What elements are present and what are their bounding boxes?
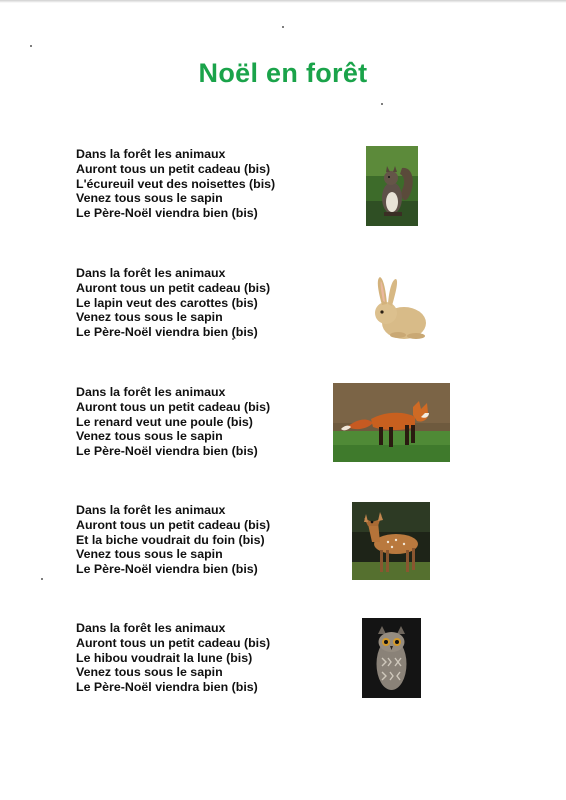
stanza-1 (76, 147, 275, 221)
stanza-5 (76, 621, 270, 695)
verse-line: L'écureuil veut des noisettes (bis) (76, 176, 276, 191)
owl-icon (362, 618, 421, 698)
stanza-3 (76, 385, 270, 459)
verse-line: Le renard veut une poule (bis) (76, 414, 253, 429)
deer-icon (352, 502, 430, 580)
stanza-4 (76, 503, 270, 577)
verse-line: Le Père-Noël viendra bien (bis) (76, 444, 258, 459)
verse-line: Le Père-Noël viendra bien (bis) (76, 206, 258, 221)
verse-line: Le Père-Noël viendra bien (bis) (76, 680, 258, 695)
scan-speck (282, 26, 284, 28)
verse-line: Auront tous un petit cadeau (bis) (76, 635, 271, 650)
verse-line: Auront tous un petit cadeau (bis) (76, 399, 271, 414)
verse-line: Le hibou voudrait la lune (bis) (76, 650, 253, 665)
verse-line: Dans la forêt les animaux (76, 621, 226, 635)
verse-line: Venez tous sous le sapin (76, 665, 223, 680)
scan-speck (30, 45, 32, 47)
verse-line: Venez tous sous le sapin (76, 547, 223, 562)
squirrel-icon (366, 146, 418, 226)
verse-line: Dans la forêt les animaux (76, 503, 226, 517)
verse-line: Auront tous un petit cadeau (bis) (76, 517, 271, 532)
verse-line: Auront tous un petit cadeau (bis) (76, 161, 271, 176)
stanza-2 (76, 266, 270, 340)
verse-line: Venez tous sous le sapin (76, 429, 223, 444)
verse-line: Dans la forêt les animaux (76, 266, 226, 280)
page-title: Noël en forêt (198, 58, 368, 88)
verse-line: Venez tous sous le sapin (76, 310, 223, 325)
fox-icon (333, 383, 450, 462)
scan-speck (381, 103, 383, 105)
verse-line: Le lapin veut des carottes (bis) (76, 295, 258, 310)
page-edge (0, 0, 566, 3)
verse-line: Le Père-Noël viendra bien (bis) (76, 325, 258, 340)
verse-line: Venez tous sous le sapin (76, 191, 223, 206)
rabbit-icon (368, 273, 430, 341)
verse-line: Et la biche voudrait du foin (bis) (76, 532, 265, 547)
verse-line: Dans la forêt les animaux (76, 385, 226, 399)
verse-line: Le Père-Noël viendra bien (bis) (76, 562, 258, 577)
scan-speck (41, 578, 43, 580)
verse-line: Dans la forêt les animaux (76, 147, 226, 161)
verse-line: Auront tous un petit cadeau (bis) (76, 280, 271, 295)
